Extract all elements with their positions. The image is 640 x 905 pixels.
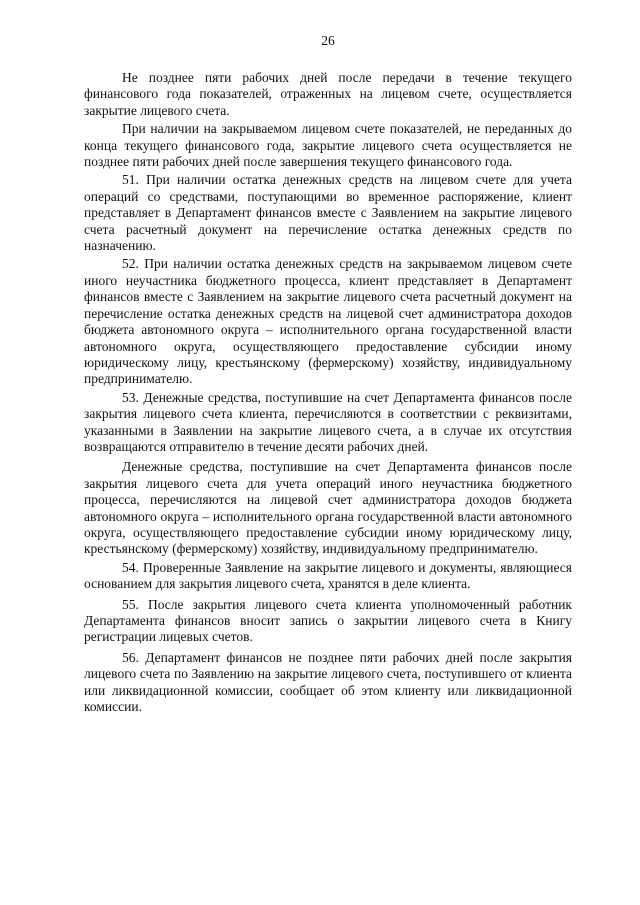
paragraph-clause-51: 51. При наличии остатка денежных средств на лицевом счете для учета операций со средствами, поступающими во временное распоряжение, клиент представляет в Департамент финансов вместе с Заявлением на закрытие лицевого счета расчетный документ на перечисление остатка денежных средств по назначению.	[84, 172, 572, 254]
paragraph-clause-53: 53. Денежные средства, поступившие на счет Департамента финансов после закрытия лицевого счета клиента, перечисляются в соответствии с реквизитами, указанными в Заявлении на закрытие лицевого счета, а в случае их отсутствия возвращаются отправителю в течение десяти рабочих дней.	[84, 389, 572, 454]
paragraph-clause-54: 54. Проверенные Заявление на закрытие лицевого и документы, являющиеся основанием для закрытия лицевого счета, хранятся в деле клиента.	[84, 559, 572, 592]
document-page	[84, 0, 572, 905]
page-number: 26	[321, 33, 335, 48]
document-body	[84, 70, 572, 715]
paragraph-clause-56: 56. Департамент финансов не позднее пяти рабочих дней после закрытия лицевого счета по Заявлению на закрытие лицевого счета, поступившего от клиента или ликвидационной комиссии, сообщает об этом клиенту или ликвидационной комиссии.	[84, 649, 572, 715]
paragraph-funds-after-closing: Денежные средства, поступившие на счет Департамента финансов после закрытия лицевого счета для учета операций иного неучастника бюджетного процесса, перечисляются на лицевой счет администратора доходов бюджета автономного округа – исполнительного органа государственной власти автономного округа, осуществляющего предоставление субсидии иному юридическому лицу, крестьянскому (фермерскому) хозяйству, индивидуальному предпринимателю.	[84, 459, 572, 557]
paragraph-clause-55: 55. После закрытия лицевого счета клиента уполномоченный работник Департамента финансов вносит запись о закрытии лицевого счета в Книгу регистрации лицевых счетов.	[84, 596, 572, 645]
paragraph-account-closing: Не позднее пяти рабочих дней после передачи в течение текущего финансового года показателей, отраженных на лицевом счете, осуществляется закрытие лицевого счета.	[84, 70, 572, 118]
paragraph-untransferred-indicators: При наличии на закрываемом лицевом счете показателей, не переданных до конца текущего финансового года, закрытие лицевого счета осуществляется не позднее пяти рабочих дней после завершения текущего финансового года.	[84, 121, 572, 170]
paragraph-clause-52: 52. При наличии остатка денежных средств на закрываемом лицевом счете иного неучастника бюджетного процесса, клиент представляет в Департамент финансов вместе с Заявлением на закрытие лицевого счета расчетный документ на перечисление остатка денежных средств на лицевой счет администратора доходов бюджета автономного округа – исполнительного органа государственной власти автономного округа, осуществляющего предоставление субсидии иному юридическому лицу, крестьянскому (фермерскому) хозяйству, индивидуальному предпринимателю.	[84, 256, 572, 387]
